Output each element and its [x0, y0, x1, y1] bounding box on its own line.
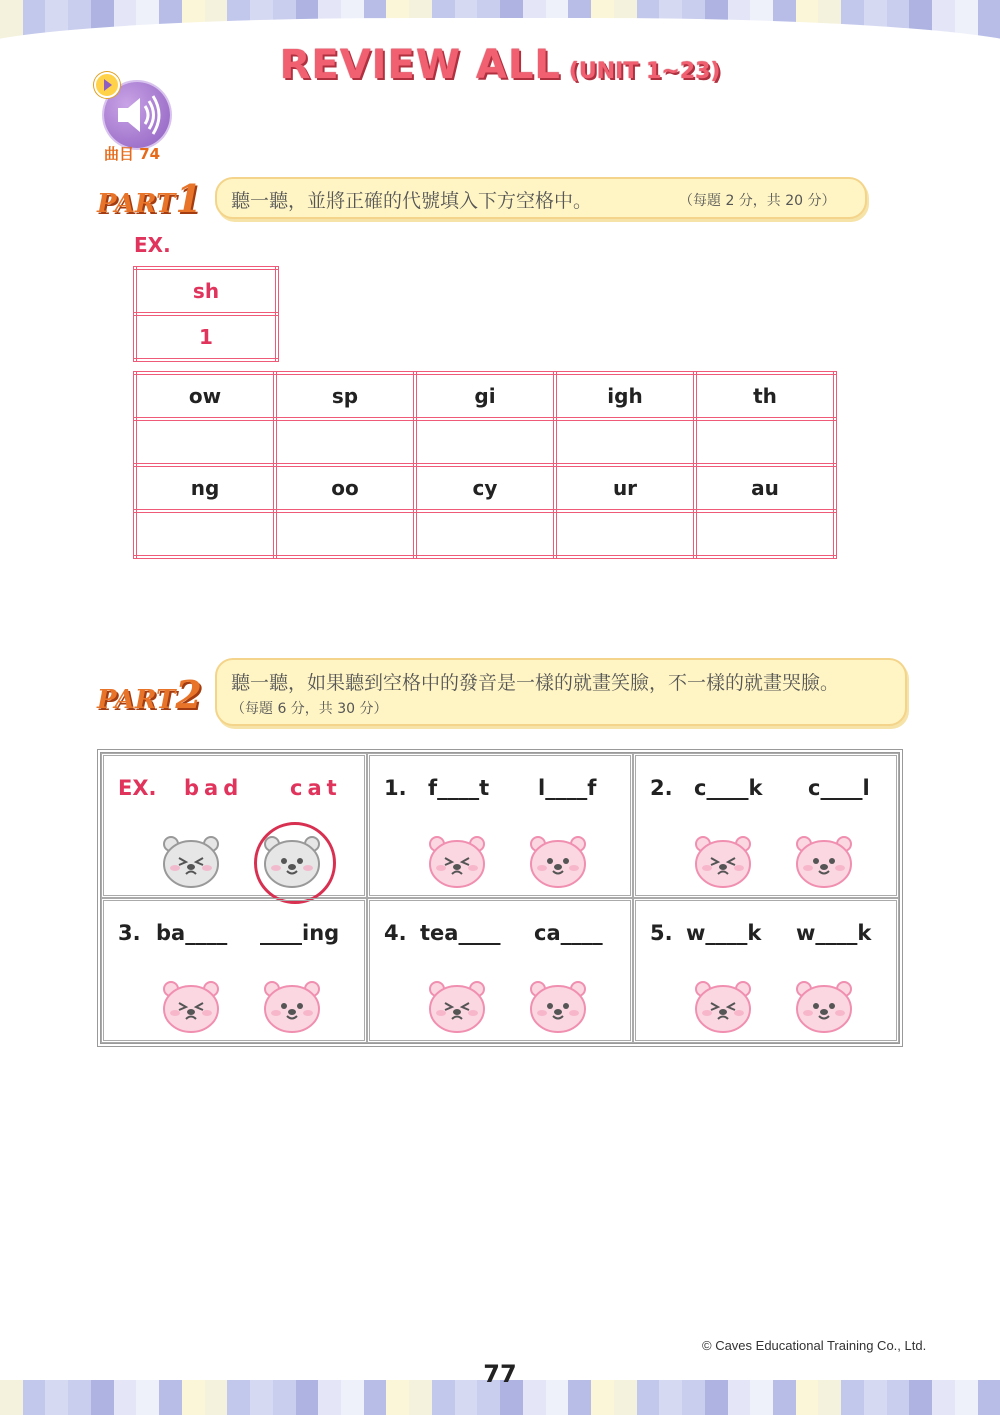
- happy-face-icon[interactable]: [527, 834, 589, 890]
- example-word-1: bad: [184, 776, 244, 800]
- sound-cell: ur: [555, 465, 695, 511]
- word-1: ba____: [156, 921, 228, 945]
- word-1: tea____: [420, 921, 501, 945]
- answer-cell[interactable]: [695, 419, 835, 465]
- sad-face-icon[interactable]: [160, 979, 222, 1035]
- answer-cell[interactable]: [275, 511, 415, 557]
- happy-face-icon[interactable]: [793, 834, 855, 890]
- happy-face-icon[interactable]: [261, 979, 323, 1035]
- happy-face-icon: [261, 834, 323, 890]
- part1-instruction-box: [215, 177, 867, 219]
- word-2: l____f: [538, 776, 597, 800]
- item-number: 3.: [118, 921, 141, 945]
- word-2: c____l: [808, 776, 870, 800]
- part2-instruction-box: [215, 658, 907, 726]
- word-2: w____k: [796, 921, 872, 945]
- item-number: EX.: [118, 776, 157, 800]
- item-number: 1.: [384, 776, 407, 800]
- part2-label: [97, 672, 202, 717]
- sad-face-icon[interactable]: [692, 979, 754, 1035]
- sound-cell: ow: [135, 373, 275, 419]
- item-number: 4.: [384, 921, 407, 945]
- answer-cell[interactable]: [135, 511, 275, 557]
- part1-label-num: 1: [175, 176, 202, 221]
- part1-label: [97, 176, 202, 221]
- answer-cell[interactable]: [135, 419, 275, 465]
- part2-instruction: 聽一聽，如果聽到空格中的發音是一樣的就畫笑臉，不一樣的就畫哭臉。: [231, 672, 840, 694]
- track-label: 曲目 74: [104, 145, 161, 163]
- part1-label-word: PART: [97, 189, 176, 219]
- title-main: REVIEW ALL: [279, 42, 561, 88]
- answer-cell[interactable]: [415, 419, 555, 465]
- answer-cell[interactable]: [695, 511, 835, 557]
- sound-cell: ng: [135, 465, 275, 511]
- part2-label-word: PART: [97, 685, 176, 715]
- happy-face-icon[interactable]: [793, 979, 855, 1035]
- page-number: 77: [483, 1360, 517, 1388]
- sad-face-icon[interactable]: [426, 834, 488, 890]
- question-cell: [633, 898, 899, 1043]
- sound-cell: cy: [415, 465, 555, 511]
- question-cell: [101, 898, 367, 1043]
- answer-cell[interactable]: [555, 511, 695, 557]
- sound-cell: igh: [555, 373, 695, 419]
- part1-example-table: [133, 266, 279, 362]
- answer-cell[interactable]: [275, 419, 415, 465]
- part2-label-num: 2: [175, 672, 202, 717]
- sound-cell: gi: [415, 373, 555, 419]
- example-word-2: cat: [290, 776, 342, 800]
- sound-cell: oo: [275, 465, 415, 511]
- question-cell: [367, 753, 633, 898]
- sad-face-icon[interactable]: [426, 979, 488, 1035]
- example-answer: 1: [135, 314, 277, 360]
- question-cell: [633, 753, 899, 898]
- word-2: ____ing: [260, 921, 340, 945]
- part1-example-label: EX.: [134, 233, 171, 257]
- part1-instruction: 聽一聽，並將正確的代號填入下方空格中。: [231, 190, 593, 212]
- sound-cell: sp: [275, 373, 415, 419]
- play-icon: [94, 72, 120, 98]
- word-1: w____k: [686, 921, 762, 945]
- sad-face-icon[interactable]: [692, 834, 754, 890]
- example-sound: sh: [135, 268, 277, 314]
- part1-answer-table: [133, 371, 837, 559]
- sad-face-icon: [160, 834, 222, 890]
- word-1: f____t: [428, 776, 490, 800]
- question-cell: [367, 898, 633, 1043]
- part2-grid: [97, 749, 903, 1047]
- word-2: ca____: [534, 921, 603, 945]
- sound-cell: th: [695, 373, 835, 419]
- part2-score: （每題 6 分，共 30 分）: [231, 701, 388, 717]
- sound-cell: au: [695, 465, 835, 511]
- item-number: 5.: [650, 921, 673, 945]
- answer-cell[interactable]: [415, 511, 555, 557]
- word-1: c____k: [694, 776, 763, 800]
- title-subtitle: (UNIT 1~23): [568, 59, 721, 84]
- answer-cell[interactable]: [555, 419, 695, 465]
- happy-face-icon[interactable]: [527, 979, 589, 1035]
- item-number: 2.: [650, 776, 673, 800]
- example-cell: [101, 753, 367, 898]
- part1-score: （每題 2 分，共 20 分）: [679, 193, 836, 209]
- copyright: © Caves Educational Training Co., Ltd.: [702, 1338, 927, 1353]
